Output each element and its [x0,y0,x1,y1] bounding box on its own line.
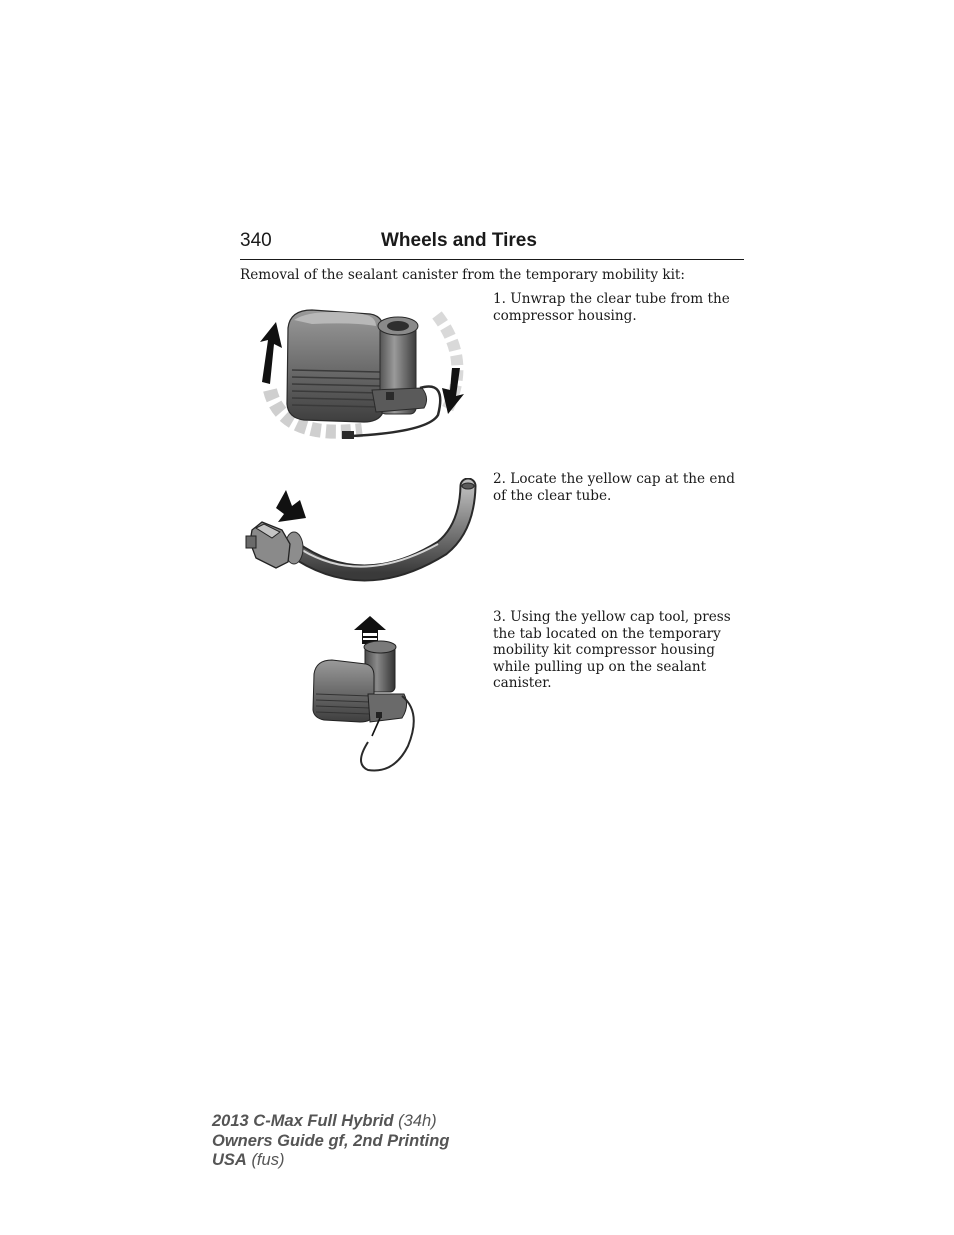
compressor-unwrap-illustration-icon [252,300,477,450]
footer-market: USA [212,1151,247,1169]
footer-guide: Owners Guide gf, 2nd Printing [212,1131,450,1150]
page-number: 340 [240,230,272,251]
step-2-text: 2. Locate the yellow cap at the end of the clear tube. [493,471,735,504]
step-3-text: 3. Using the yellow cap tool, press the tab located on the temporary mobility kit compressor housing while pulling up on the sealant canister. [493,609,731,691]
footer-line-3 [212,1151,449,1171]
footer-model: 2013 C-Max Full Hybrid [212,1112,394,1130]
step-1-text: 1. Unwrap the clear tube from the compressor housing. [493,291,730,324]
intro-text: Removal of the sealant canister from the temporary mobility kit: [240,267,685,283]
clear-tube-yellow-cap-illustration-icon [242,478,482,593]
footer [212,1112,449,1171]
footer-line-1 [212,1112,449,1132]
canister-removal-illustration-icon [310,614,420,774]
footer-line-2 [212,1132,449,1152]
header-rule [240,259,744,260]
footer-model-code: (34h) [398,1112,437,1130]
footer-market-code: (fus) [251,1151,285,1169]
section-title: Wheels and Tires [381,230,537,251]
